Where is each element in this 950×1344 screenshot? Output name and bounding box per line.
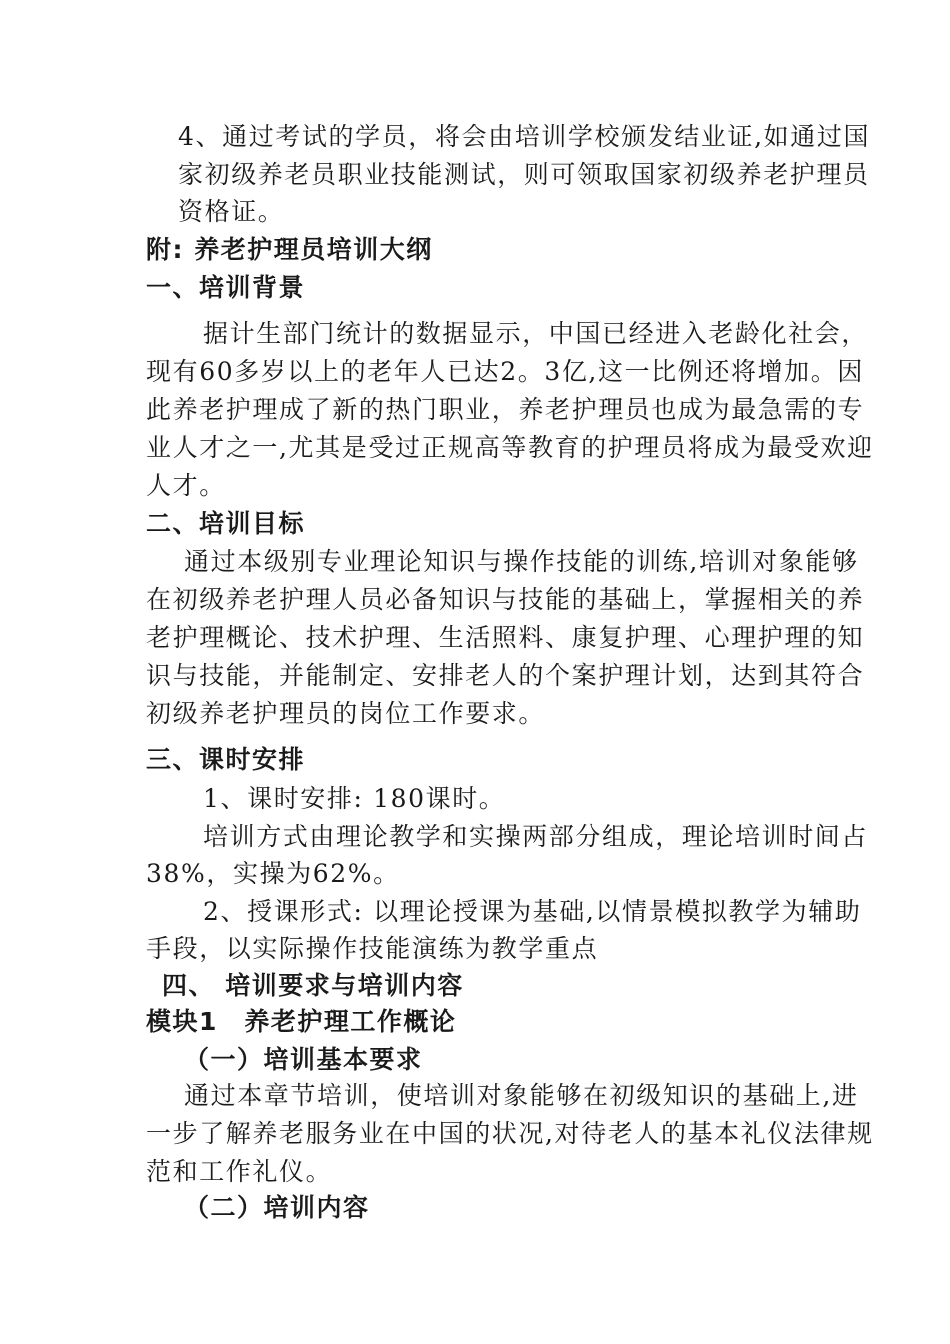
sec1-line1: 据计生部门统计的数据显示，中国已经进入老龄化社会， xyxy=(203,319,869,348)
sec3-line5: 手段，以实际操作技能演练为教学重点 xyxy=(146,934,599,963)
sec2-line5: 初级养老护理员的岗位工作要求。 xyxy=(146,699,546,728)
section-4-heading: 四、 培训要求与培训内容 xyxy=(162,971,464,1000)
sec3-line4: 2、授课形式: 以理论授课为基础,以情景模拟教学为辅助 xyxy=(203,897,862,926)
module-1-heading: 模块1 养老护理工作概论 xyxy=(146,1007,457,1036)
para-item4-line3: 资格证。 xyxy=(178,197,285,226)
sec1-line4: 业人才之一,尤其是受过正规高等教育的护理员将成为最受欢迎 xyxy=(146,433,874,462)
appendix-title: 附: 养老护理员培训大纲 xyxy=(146,235,433,264)
section-2-heading: 二、培训目标 xyxy=(146,509,306,538)
sec1-line5: 人才。 xyxy=(146,471,226,500)
sec1-line2: 现有60多岁以上的老年人已达2。3亿,这一比例还将增加。因 xyxy=(146,357,864,386)
section-1-heading: 一、培训背景 xyxy=(146,273,306,302)
sec2-line4: 识与技能，并能制定、安排老人的个案护理计划，达到其符合 xyxy=(146,661,865,690)
para-item4-line1: 4、通过考试的学员，将会由培训学校颁发结业证,如通过国 xyxy=(178,122,871,151)
sec1-line3: 此养老护理成了新的热门职业，养老护理员也成为最急需的专 xyxy=(146,395,865,424)
sec2-line2: 在初级养老护理人员必备知识与技能的基础上，掌握相关的养 xyxy=(146,585,865,614)
module1-line2: 一步了解养老服务业在中国的状况,对待老人的基本礼仪法律规 xyxy=(146,1119,874,1148)
module-1-sub2-heading: （二）培训内容 xyxy=(184,1193,370,1222)
sec2-line3: 老护理概论、技术护理、生活照料、康复护理、心理护理的知 xyxy=(146,623,865,652)
sec3-line1: 1、课时安排: 180课时。 xyxy=(203,784,506,813)
para-item4-line2: 家初级养老员职业技能测试，则可领取国家初级养老护理员 xyxy=(178,160,870,189)
sec3-line3: 38%，实操为62%。 xyxy=(146,859,400,888)
module-1-sub1-heading: （一）培训基本要求 xyxy=(184,1045,423,1074)
sec3-line2: 培训方式由理论教学和实操两部分组成，理论培训时间占 xyxy=(203,822,869,851)
module1-line3: 范和工作礼仪。 xyxy=(146,1157,333,1186)
sec2-line1: 通过本级别专业理论知识与操作技能的训练,培训对象能够 xyxy=(184,547,859,576)
section-3-heading: 三、课时安排 xyxy=(146,745,306,774)
module1-line1: 通过本章节培训，使培训对象能够在初级知识的基础上,进 xyxy=(184,1081,859,1110)
